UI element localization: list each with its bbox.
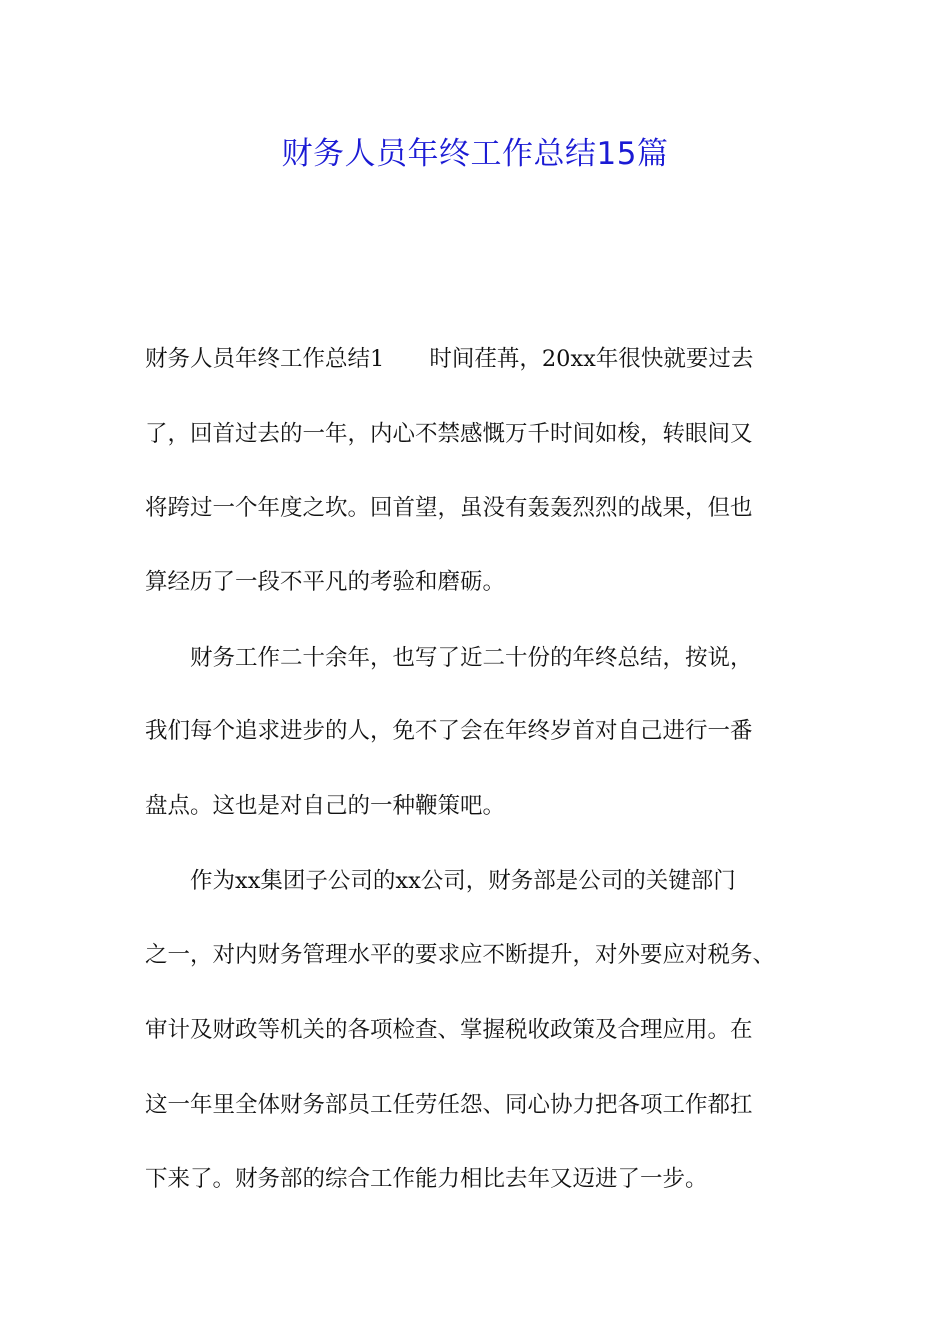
body-line: 财务工作二十余年，也写了近二十份的年终总结，按说， [145, 645, 753, 671]
body-line: 将跨过一个年度之坎。回首望，虽没有轰轰烈烈的战果，但也 [145, 495, 753, 521]
body-line: 算经历了一段不平凡的考验和磨砺。 [145, 569, 506, 595]
body-line: 之一，对内财务管理水平的要求应不断提升，对外要应对税务、 [145, 942, 776, 968]
body-line: 盘点。这也是对自己的一种鞭策吧。 [145, 793, 506, 819]
body-line: 审计及财政等机关的各项检查、掌握税收政策及合理应用。在 [145, 1017, 753, 1043]
body-line: 下来了。财务部的综合工作能力相比去年又迈进了一步。 [145, 1166, 708, 1192]
body-line: 我们每个追求进步的人，免不了会在年终岁首对自己进行一番 [145, 718, 753, 744]
body-line: 作为xx集团子公司的xx公司，财务部是公司的关键部门 [145, 868, 736, 894]
body-line: 了，回首过去的一年，内心不禁感慨万千时间如梭，转眼间又 [145, 421, 753, 447]
document-title: 财务人员年终工作总结15篇 [281, 136, 669, 172]
body-line: 财务人员年终工作总结1 时间荏苒，20xx年很快就要过去 [145, 346, 754, 372]
body-line: 这一年里全体财务部员工任劳任怨、同心协力把各项工作都扛 [145, 1092, 753, 1118]
